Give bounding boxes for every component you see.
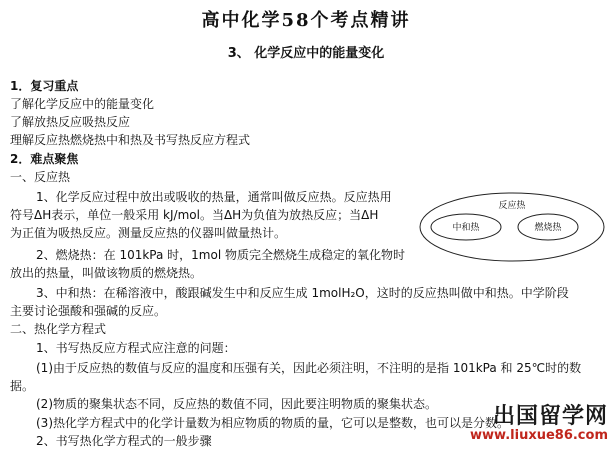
paragraph-line: 2、燃烧热：在 101kPa 时，1mol 物质完全燃烧生成稳定的氧化物时 (36, 248, 405, 262)
paragraph-line: 主要讨论强酸和强碱的反应。 (10, 304, 167, 318)
reaction-heat-label: 反应热 (498, 201, 526, 211)
paragraph-line: 放出的热量，叫做该物质的燃烧热。 (10, 266, 203, 280)
paragraph-line: 1、化学反应过程中放出或吸收的热量，通常叫做反应热。反应热用 (36, 190, 392, 204)
paragraph-line: 符号ΔH表示，单位一般采用 kJ/mol。当ΔH为负值为放热反应；当ΔH (10, 208, 379, 222)
list-item: (1)由于反应热的数值与反应的温度和压强有关，因此必须注明，不注明的是指 101kPa 和 25℃时的数 (36, 361, 582, 375)
list-item: 据。 (10, 379, 35, 393)
list-item: (3)热化学方程式中的化学计量数为相应物质的物质的量，它可以是整数，也可以是分数。 (36, 416, 510, 430)
watermark-url: www.liuxue86.com (470, 428, 608, 443)
paragraph-line: 3、中和热：在稀溶液中，酸跟碱发生中和反应生成 1molH₂O，这时的反应热叫做中和热。中学阶段 (36, 286, 569, 300)
combustion-heat-label: 燃烧热 (534, 223, 562, 233)
thermo-equation-heading: 二、热化学方程式 (10, 322, 107, 336)
difficulty-heading: 2．难点聚焦 (10, 152, 79, 166)
paragraph-line: 为正值为吸热反应。测量反应热的仪器叫做量热计。 (10, 226, 287, 240)
review-point: 了解化学反应中的能量变化 (10, 97, 155, 111)
review-point: 理解反应热燃烧热中和热及书写热反应方程式 (10, 133, 251, 147)
watermark (470, 406, 608, 444)
section-subtitle: 3、 化学反应中的能量变化 (227, 46, 385, 61)
neutralization-heat-label: 中和热 (452, 223, 480, 233)
review-point: 了解放热反应吸热反应 (10, 115, 131, 129)
watermark-logo-text: 出国留学网 (492, 404, 608, 429)
reaction-heat-heading: 一、反应热 (10, 170, 71, 184)
list-item: (2)物质的聚集状态不同，反应热的数值不同，因此要注明物质的聚集状态。 (36, 397, 438, 411)
subheading: 1、书写热反应方程式应注意的问题： (36, 341, 236, 355)
document-title: 高中化学58个考点精讲 (201, 10, 411, 31)
subheading: 2、书写热化学方程式的一般步骤 (36, 434, 212, 448)
reaction-heat-diagram (418, 190, 606, 264)
review-points-heading: 1．复习重点 (10, 79, 79, 93)
